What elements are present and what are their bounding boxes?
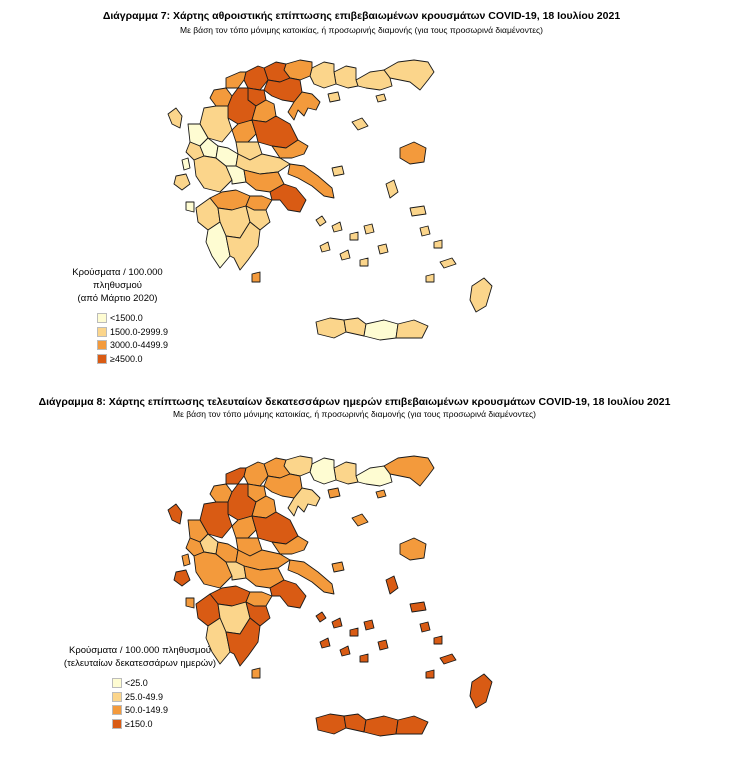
region-larissa <box>252 116 298 148</box>
region-kefalonia <box>174 570 190 586</box>
legend-item-class4: ≥150.0 <box>112 718 235 730</box>
region-thrace-west <box>334 462 358 484</box>
region-trikala <box>232 516 256 538</box>
region-cyclades-s <box>320 242 388 266</box>
diagram-8-legend <box>45 644 235 731</box>
region-cyclades-s <box>320 638 388 662</box>
region-lesvos <box>400 538 426 560</box>
region-kerkyra <box>168 504 182 524</box>
region-kerkyra <box>168 108 182 128</box>
region-lefkada <box>182 554 190 566</box>
region-florina <box>226 468 246 484</box>
region-zakynthos <box>186 598 194 608</box>
region-lesvos <box>400 142 426 164</box>
region-rhodes <box>470 674 492 708</box>
region-rhodes <box>470 278 492 312</box>
region-macedonia-east <box>310 458 336 484</box>
diagram-8-subtitle: Με βάση τον τόπο μόνιμης κατοικίας, ή προσωρινής διαμονής (για τους προσωρινά διαμένοντες) <box>173 409 536 419</box>
region-kythira <box>252 272 260 282</box>
region-crete-me <box>364 320 398 340</box>
region-crete-e <box>396 716 428 734</box>
legend-title: Κρούσματα / 100.000 πληθυσμού (τελευταίων δεκατεσσάρων ημερών) <box>63 645 217 669</box>
region-dodecanese-n <box>420 226 442 248</box>
region-skyros <box>332 166 344 176</box>
region-kefalonia <box>174 174 190 190</box>
region-limnos <box>352 514 368 526</box>
region-samos <box>410 206 426 216</box>
region-thessaloniki <box>264 474 302 498</box>
legend-item-class3: 50.0-149.9 <box>112 704 235 716</box>
region-kos <box>426 258 456 282</box>
region-crete-mw <box>344 318 366 336</box>
region-cyclades-n <box>316 216 374 240</box>
region-cyclades-n <box>316 612 374 636</box>
region-thrace-mid <box>356 70 392 90</box>
region-thrace-mid <box>356 466 392 486</box>
region-pella <box>244 462 268 486</box>
region-zakynthos <box>186 202 194 212</box>
legend-item-class4: ≥4500.0 <box>97 353 185 365</box>
region-samos <box>410 602 426 612</box>
legend-title: Κρούσματα / 100.000 πληθυσμού (από Μάρτιο 2020) <box>72 267 163 304</box>
region-samothraki <box>376 490 386 498</box>
region-trikala <box>232 120 256 142</box>
region-lefkada <box>182 158 190 170</box>
diagram-7-legend <box>50 266 185 366</box>
region-crete-e <box>396 320 428 338</box>
diagram-7-subtitle: Με βάση τον τόπο μόνιμης κατοικίας, ή προσωρινής διαμονής (για τους προσωρινά διαμένοντες) <box>180 25 543 35</box>
region-thasos <box>328 488 340 498</box>
legend-item-class2: 1500.0-2999.9 <box>97 326 185 338</box>
region-limnos <box>352 118 368 130</box>
region-pella <box>244 66 268 90</box>
legend-item-class1: <25.0 <box>112 677 235 689</box>
legend-item-class2: 25.0-49.9 <box>112 691 235 703</box>
region-crete-w <box>316 318 346 338</box>
region-chios <box>386 576 398 594</box>
region-larissa <box>252 512 298 544</box>
legend-item-class1: <1500.0 <box>97 312 185 324</box>
region-crete-mw <box>344 714 366 732</box>
region-kythira <box>252 668 260 678</box>
diagram-7-title: Διάγραμμα 7: Χάρτης αθροιστικής επίπτωσης επιβεβαιωμένων κρουσμάτων COVID-19, 18 Ιουλίου 2021 <box>102 10 621 22</box>
region-skyros <box>332 562 344 572</box>
region-thasos <box>328 92 340 102</box>
region-chios <box>386 180 398 198</box>
region-crete-w <box>316 714 346 734</box>
diagram-8-title: Διάγραμμα 8: Χάρτης επίπτωσης τελευταίων δεκατεσσάρων ημερών επιβεβαιωμένων κρουσμάτων COVID-19, 18 Ιουλίου 2021 <box>38 396 671 408</box>
region-thessaloniki <box>264 78 302 102</box>
region-samothraki <box>376 94 386 102</box>
region-florina <box>226 72 246 88</box>
region-kos <box>426 654 456 678</box>
legend-item-class3: 3000.0-4499.9 <box>97 339 185 351</box>
region-crete-me <box>364 716 398 736</box>
region-macedonia-east <box>310 62 336 88</box>
region-thrace-west <box>334 66 358 88</box>
region-dodecanese-n <box>420 622 442 644</box>
